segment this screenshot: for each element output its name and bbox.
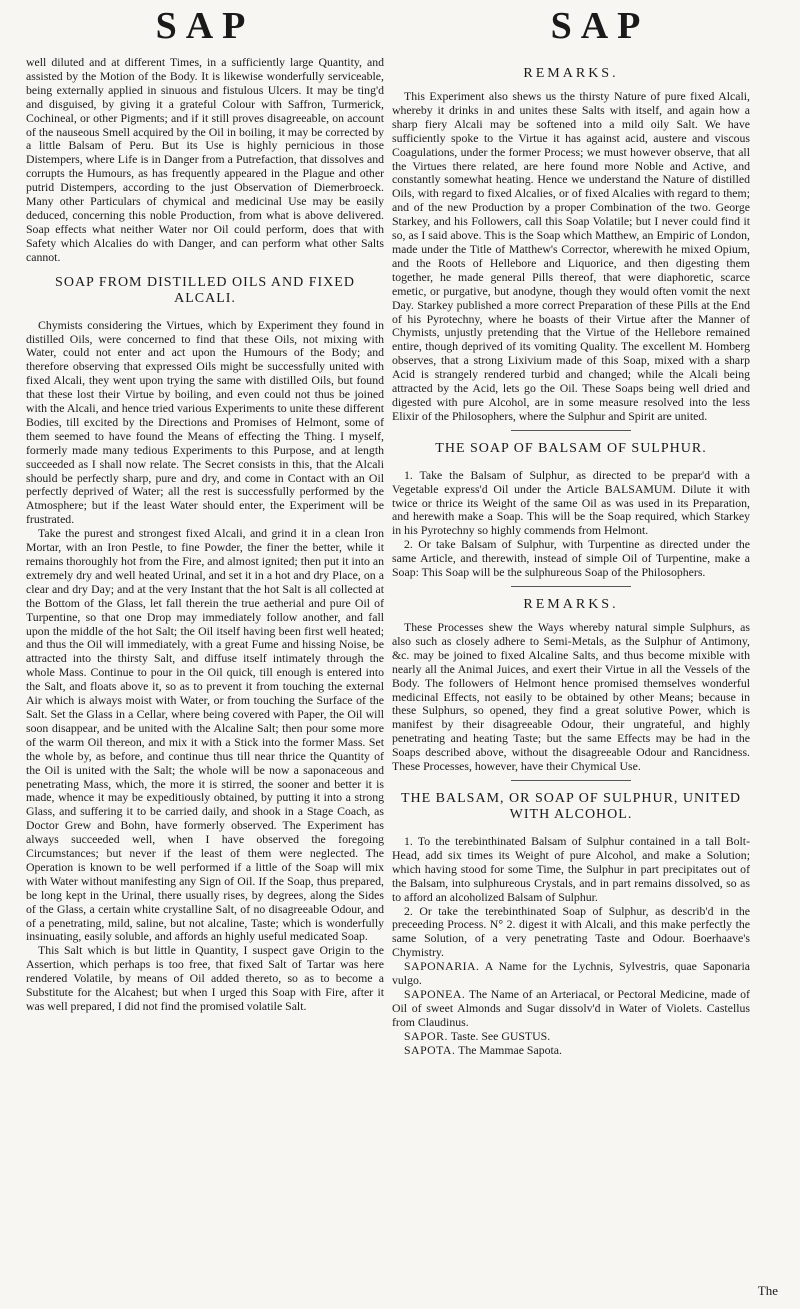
paragraph: 2. Or take the terebinthinated Soap of Sulphur, as describ'd in the preceeding Process. N° 2. digest it with Alcali, and this make perfectly the same Solution, of a very penetrating Taste and Odour. Boerhaave's Chymistry. [392, 903, 750, 960]
paragraph: This Salt which is but little in Quantity, I suspect gave Origin to the Assertion, which perhaps is too free, that fixed Salt of Tartar was here rendered Volatile, by means of Oil added thereto, so as to become a Substitute for the Alcahest; but when I urged this Soap with Fire, after it was well prepared, I did not find the promised volatile Salt. [26, 943, 384, 1013]
section-heading: SOAP FROM DISTILLED OILS AND FIXED ALCALI. [55, 274, 355, 306]
right-column [392, 60, 750, 1057]
paragraph: well diluted and at different Times, in a sufficiently large Quantity, and assisted by the Motion of the Body. It is likewise wonderfully serviceable, being externally applied in sinuous and fistulous Ulcers. It may be ting'd and disguised, by giving it a grateful Colour with Saffron, Turmerick, Cochineal, or other Pigments; and if it still proves disagreeable, on account of the nauseous Smell acquired by the Oil in boiling, it may be corrected by a little Balsam of Peru. But its Use is highly pernicious in those Distempers, where Life is in Danger from a Putrefaction, that dissolves and corrupts the Humours, as has frequently appeared in the Plague and other putrid Distempers, according to the just Observation of Diemerbroeck. Many other Particulars of chymical and medicinal Use may be easily deduced, concerning this noble Production, from what is above delivered. Soap effects what neither Water nor Oil could perform, does that with Safety which Alcalies do with Danger, and can perform what other Salts cannot. [26, 55, 384, 264]
entry-text: The Name of an Arteriacal, or Pectoral Medicine, made of Oil of sweet Almonds and Sugar dissolv'd in Water of Violets. Castellus from Claudinus. [392, 986, 750, 1029]
divider [511, 586, 631, 587]
divider [511, 780, 631, 781]
paragraph: Chymists considering the Virtues, which by Experiment they found in distilled Oils, were concerned to find that these Oils, not mixing with Water, could not enter and act upon the Humours of the Body; and therefore observing that expressed Oils might be successfully united with fixed Alcali, they went upon trying the same with distilled Oils, but found that these lost their Virtue by boiling, and even could not thus be joined with the Alcali, and hence tried various Experiments to unite these different Bodies, till excited by the Directions and Promises of Helmont, some of them seemed to have found the Means of effecting the Thing. I myself, formerly made many tedious Experiments to this Purpose, and at length succeeded as I shall now relate. The Secret consists in this, that the Alcali should be perfectly sharp, pure and dry, and come in Contact with an Oil perfectly deprived of Water; all the rest is successfully performed by the Atmosphere; but if the least Water should enter, the Experiment will be frustrated. [26, 317, 384, 527]
paragraph: 1. Take the Balsam of Sulphur, as directed to be prepar'd with a Vegetable express'd Oil under the Article BALSAMUM. Dilute it with twice or thrice its Weight of the same Oil as was used in its Preparation, and herewith make a Soap. This will be the Soap required, which Starkey in his Pyrotechny so highly commends from Helmont. [392, 467, 750, 538]
dictionary-entry [392, 1044, 750, 1058]
running-head-left: SAP [155, 5, 255, 47]
remarks-heading: REMARKS. [523, 597, 619, 612]
paragraph: This Experiment also shews us the thirsty Nature of pure fixed Alcali, whereby it drinks in and unites these Salts with itself, and again how a sharp fiery Alcali may be softened into a mild oily Salt. We have sufficiently spoke to the Virtue it has against acid, austere and viscous Coagulations, under the former Process; we must however observe, that all the Virtues there related, are here found more Noble and Active, and constantly somewhat heating. Hence we understand the Nature of distilled Oils, with regard to fixed Alcalies, or of fixed Alcalies with regard to them; and of the new Production by a proper Combination of the two. George Starkey, and his Followers, call this Soap Volatile; but I never could find it so, as I said above. This is the Soap which Matthew, an Empiric of London, made under the Title of Matthew's Corrector, wherewith he mixed Opium, and the Roots of Hellebore and Liquorice, and then digesting them together, he made general Pills thereof, that were diaphoretic, scarce emetic, or purgative, but anodyne, though they would often vomit the next Day. Starkey published a more correct Preparation of these Pills at the End of his Pyrotechny, where he boasts of their Virtue after the Manner of Chymists, unjustly pretending that the Virtue of the Hellebore remained entire, though deprived of its vomiting Quality. The excellent M. Homberg observes, that a strong Lixivium made of this Soap, mixed with a sharp Acid is strangely rendered turbid and changed; while the Alcali being attracted by the Acid, lets go the Oil. These Soaps being well dried and digested with pure Alcohol, are in some measure resolved into the less Elixir of the Philosophers, where the Sulphur and Spirit are united. [392, 89, 750, 423]
dictionary-entry [392, 988, 750, 1030]
dictionary-entry [392, 1030, 750, 1044]
section-heading: THE SOAP OF BALSAM OF SULPHUR. [435, 440, 707, 456]
entry-term: SAPONARIA. [404, 959, 480, 974]
entry-text: A Name for the Lychnis, Sylvestris, quae Saponaria vulgo. [392, 959, 750, 988]
catchword: The [757, 1283, 778, 1298]
dictionary-entry [392, 960, 750, 988]
entry-term: SAPONEA. [404, 986, 466, 1001]
entry-term: SAPOTA. [404, 1042, 456, 1057]
section-heading: THE BALSAM, OR SOAP OF SULPHUR, UNITED WITH ALCOHOL. [400, 790, 742, 822]
remarks-heading: REMARKS. [523, 66, 619, 81]
divider [511, 430, 631, 431]
paragraph: 2. Or take Balsam of Sulphur, with Turpentine as directed under the same Article, and therewith, instead of simple Oil of Turpentine, make a Soap: This Soap will be the sulphureous Soap of the Philosophers. [392, 537, 750, 580]
entry-term: SAPOR. [404, 1028, 448, 1043]
running-head-right: SAP [550, 5, 650, 47]
entry-text: Taste. See GUSTUS. [450, 1028, 551, 1043]
paragraph: Take the purest and strongest fixed Alcali, and grind it in a clean Iron Mortar, with an Iron Pestle, to fine Powder, the finer the better, while it remains thoroughly hot from the Fire, and almost ignited; then put it into an extremely dry and well heated Urinal, and set it in a hot and dry Place, on a clear and dry Day; and at the very Instant that the hot Salt is all collected at the Bottom of the Glass, let fall therein the true aetherial and pure Oil of Turpentine, so that one Drop may immediately follow another, and fall upon the middle of the hot Salt; the Oil itself having been first well heated; and thus the Oil will immediately, with a great Fume and hissing Noise, be attracted into the thirsty Salt, and diffuse itself intimately through the whole Mass. Continue to pour in the Oil quick, till enough is entered into the Salt, and floats above it, so as to prevent it from touching the external Air which is always moist with Water, or from touching the Surface of the Salt. Set the Glass in a Cellar, where being covered with Paper, the Oil will soon disappear, and be united with the Alcaline Salt; then pour some more of the warm Oil thereon, and mix it with a Stick into the former Mass. Set the whole by, as before, and continue thus till near thrice the Quantity of the Oil is united with the Salt; the whole will be now a saponaceous and penetrating Mass, which, the more it is stirred, the sooner and better it is made, whence it may be expeditiously obtained, by putting it into a strong Glass, and suffering it to be carried daily, and shook in a Stage Coach, as Doctor Grew and Bohn, have formerly observed. The Experiment has always succeeded well, when I have observed the foregoing Circumstances; but never if the least of them were neglected. The Operation is known to be well performed if a little of the Soap will mix with Water without manifesting any Sign of Oil. If the Soap, thus prepared, be long kept in the Urinal, there usually rises, by degrees, along the Sides of the Glass, a certain white crystalline Salt, of no disagreeable Odour, and of a penetrating, mild, saline, but not alcaline, Taste; which is wonderfully insinuating, easily soluble, and affords an highly useful medicated Soap. [26, 526, 384, 944]
paragraph: These Processes shew the Ways whereby natural simple Sulphurs, as also such as closely adhere to Semi-Metals, as the Sulphur of Antimony, &c. may be joined to fixed Alcaline Salts, and thus become mixible with nearly all the Animal Juices, and exert their Virtue in all the Vessels of the Body. The followers of Helmont hence promised themselves wonderful medicinal Effects, not easily to be obtained by other Means; because in these Sulphurs, so opened, they find a great solutive Power, which is manifest by their disagreeable Odour, their ungrateful, and highly penetrating and heating Taste; but the same Effects may be had in the Soaps described above, without the disagreeable Odour and Rancidness. These Processes, however, have their Chymical Use. [392, 620, 750, 774]
entry-text: The Mammae Sapota. [458, 1042, 562, 1057]
paragraph: 1. To the terebinthinated Balsam of Sulphur contained in a tall Bolt-Head, add six times its Weight of pure Alcohol, and make a Solution; which having stood for some Time, the Sulphur in part precipitates out of the Balsam, into sulphureous Crystals, and in part remains dissolved, so as to afford an alcoholized Balsam of Sulphur. [392, 833, 750, 904]
left-column [26, 56, 384, 1014]
